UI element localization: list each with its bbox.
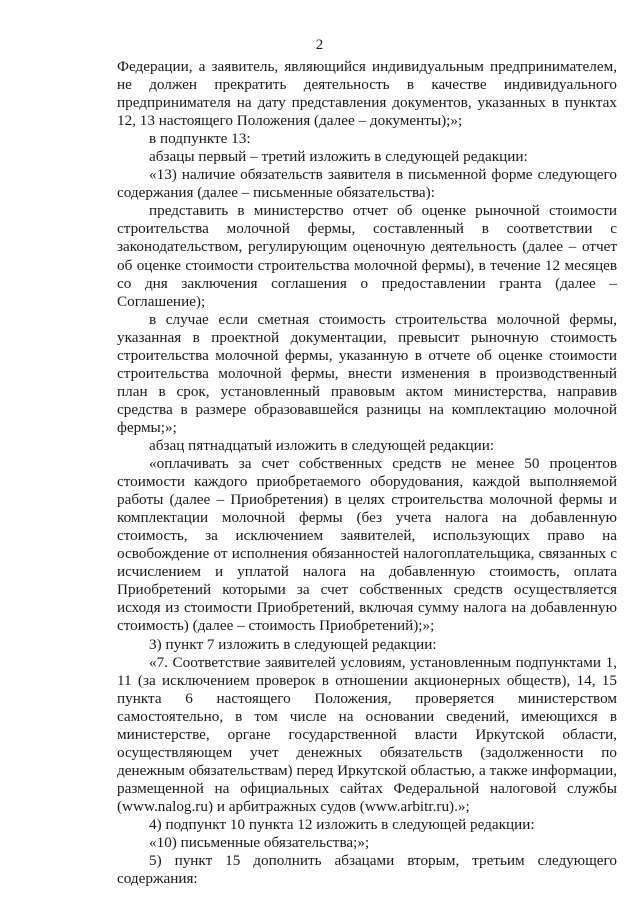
- paragraph-first-third-instruction: абзацы первый – третий изложить в следующей редакции:: [149, 148, 528, 166]
- page-number: 2: [315, 37, 324, 53]
- paragraph-report-obligation: представить в министерство отчет об оценке рыночной стоимости строительства молочной фермы, составленный в соответствии с законодательством, регулирующим оценочную деятельность (далее – отчет об оценке стоимости строительства молочной фермы), в течение 12 месяцев со дня заключения соглашения о предоставлении гранта (далее – Соглашение);: [117, 202, 617, 310]
- paragraph-continuation: Федерации, а заявитель, являющийся индивидуальным предпринимателем, не должен прекратить деятельность в качестве индивидуального предпринимателя на дату представления документов, указанных в пунктах 12, 13 настоящего Положения (далее – документы);»;: [117, 58, 617, 130]
- document-body: [117, 58, 617, 888]
- paragraph-estimate-change: в случае если сметная стоимость строительства молочной фермы, указанная в проектной документации, превысит рыночную стоимость строительства молочной фермы, указанную в отчете об оценке стоимости строительства молочной фермы, внести изменения в производственный план в срок, установленный правовым актом министерства, направив средства в размере образовавшейся разницы на комплектацию молочной фермы;»;: [117, 310, 617, 436]
- paragraph-item-4: 4) подпункт 10 пункта 12 изложить в следующей редакции:: [149, 815, 535, 833]
- paragraph-payment-obligation: «оплачивать за счет собственных средств не менее 50 процентов стоимости каждого приобретаемого оборудования, каждой выполняемой работы (далее – Приобретения) в целях строительства молочной фермы и комплектации молочной фермы (без учета налога на добавленную стоимость, за исключением заявителей, использующих право на освобождение от исполнения обязанностей налогоплательщика, связанных с исчислением и уплатой налога на добавленную стоимость, оплата Приобретений которыми за счет собственных средств осуществляется исходя из стоимости Приобретений, включая сумму налога на добавленную стоимость) (далее – стоимость Приобретений);»;: [117, 455, 617, 635]
- paragraph-fifteenth-instruction: абзац пятнадцатый изложить в следующей редакции:: [149, 436, 495, 454]
- paragraph-item-5: 5) пункт 15 дополнить абзацами вторым, третьим следующего содержания:: [117, 852, 617, 888]
- paragraph-subitem-13-heading: в подпункте 13:: [149, 130, 251, 148]
- paragraph-item-10: «10) письменные обязательства;»;: [149, 834, 370, 852]
- paragraph-item-7: «7. Соответствие заявителей условиям, установленным подпунктами 1, 11 (за исключением проверок в отношении акционерных обществ), 14, 15 пункта 6 настоящего Положения, проверяется министерством самостоятельно, в том числе на основании сведений, имеющихся в министерстве, органе государственной власти Иркутской области, осуществляющем учет денежных обязательств (задолженности по денежным обязательствам) перед Иркутской областью, а также информации, размещенной на официальных сайтах Федеральной налоговой службы (www.nalog.ru) и арбитражных судов (www.arbitr.ru).»;: [117, 653, 617, 815]
- paragraph-item-3: 3) пункт 7 изложить в следующей редакции:: [149, 635, 437, 653]
- paragraph-item-13: «13) наличие обязательств заявителя в письменной форме следующего содержания (далее – письменные обязательства):: [117, 166, 617, 202]
